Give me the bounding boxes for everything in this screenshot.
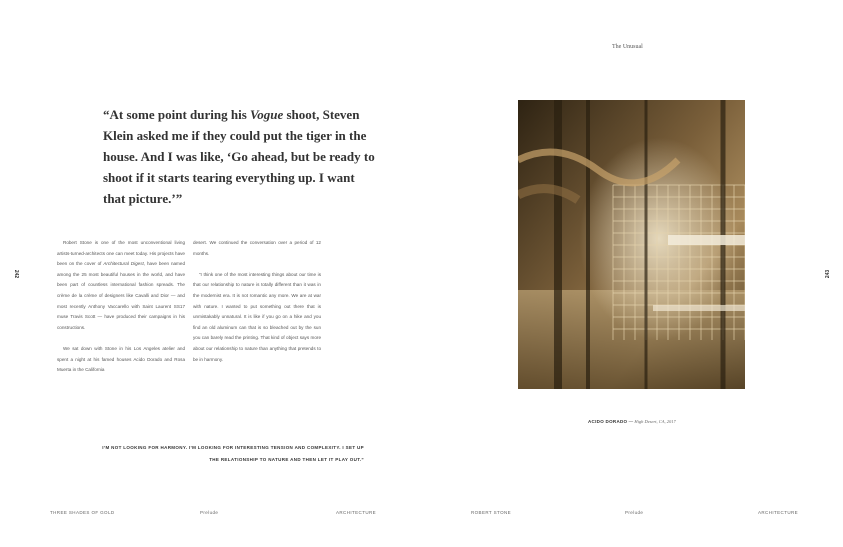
footer-publication: THREE SHADES OF GOLD <box>50 510 115 515</box>
body-paragraph <box>57 238 185 333</box>
bottom-quote-line: I’M NOT LOOKING FOR HARMONY. I’M LOOKING FOR INTERESTING TENSION AND COMPLEXITY. I SET UP <box>102 445 364 450</box>
body-text: , have been named among the 25 most beautiful houses in the world, and have been part of countless international fashion spreads. The crème de la crème of designers like Cavalli and Dior — and most recently Anthony Vaccarello with Saint Laurent SS17 muse Travis Scott — have produced their campaigns in his constructions. <box>57 261 185 330</box>
body-column-right <box>193 238 321 376</box>
body-paragraph: We sat down with Stone in his Los Angeles atelier and spent a night at his famed houses Acido Dorado and Rosa Muerta in the California <box>57 345 185 373</box>
caption-title: ACIDO DORADO <box>588 419 628 424</box>
body-paragraph: desert. We continued the conversation over a period of 12 months. <box>193 240 321 256</box>
pull-quote-part1: “At some point during his <box>103 107 250 122</box>
pull-quote <box>103 104 375 209</box>
footer-issue-right: Prelude <box>625 510 644 515</box>
page-number-left: 242 <box>13 269 20 279</box>
body-column-left <box>57 238 185 386</box>
running-head: The Unusual <box>612 44 643 50</box>
caption-dash: — <box>627 419 635 424</box>
pull-quote-part2: shoot, Steven Klein asked me if they could put the tiger in the house. And I was like, ‘Go ahead, but be ready to shoot if it starts tearing everything up. I want that picture.’” <box>103 107 375 206</box>
page-number-right: 243 <box>825 269 832 279</box>
body-text-italic: Architectural Digest <box>103 261 144 267</box>
bottom-quote <box>88 442 364 466</box>
bottom-quote-line: THE RELATIONSHIP TO NATURE AND THEN LET IT PLAY OUT.” <box>209 457 364 462</box>
interior-photo-illustration <box>518 100 745 389</box>
footer-subject: ROBERT STONE <box>471 510 512 515</box>
photo-caption <box>588 419 676 424</box>
caption-detail: High Desert, CA, 2017 <box>634 419 676 424</box>
footer-issue-left: Prelude <box>200 510 219 515</box>
footer-section-right: ARCHITECTURE <box>758 510 799 515</box>
interior-photo <box>518 100 745 389</box>
body-paragraph: “I think one of the most interesting things about our time is that our relationship to nature is totally different than it was in the modernist era. It is not romantic any more. We are at war with nature. I wanted to put something out there that is unmistakably unnatural. It is like if you go on a hike and you find an old aluminum can that is so bleached out by the sun you can barely read the printing. That kind of object says more about our relationship to nature than anything that pretends to be in harmony. <box>193 271 321 362</box>
body-text: Robert Stone is one of the most unconventional living artists-turned-architects one can meet today. His projects have been on the cover of <box>57 240 185 267</box>
footer-section-left: ARCHITECTURE <box>336 510 377 515</box>
pull-quote-italic: Vogue <box>250 107 284 122</box>
